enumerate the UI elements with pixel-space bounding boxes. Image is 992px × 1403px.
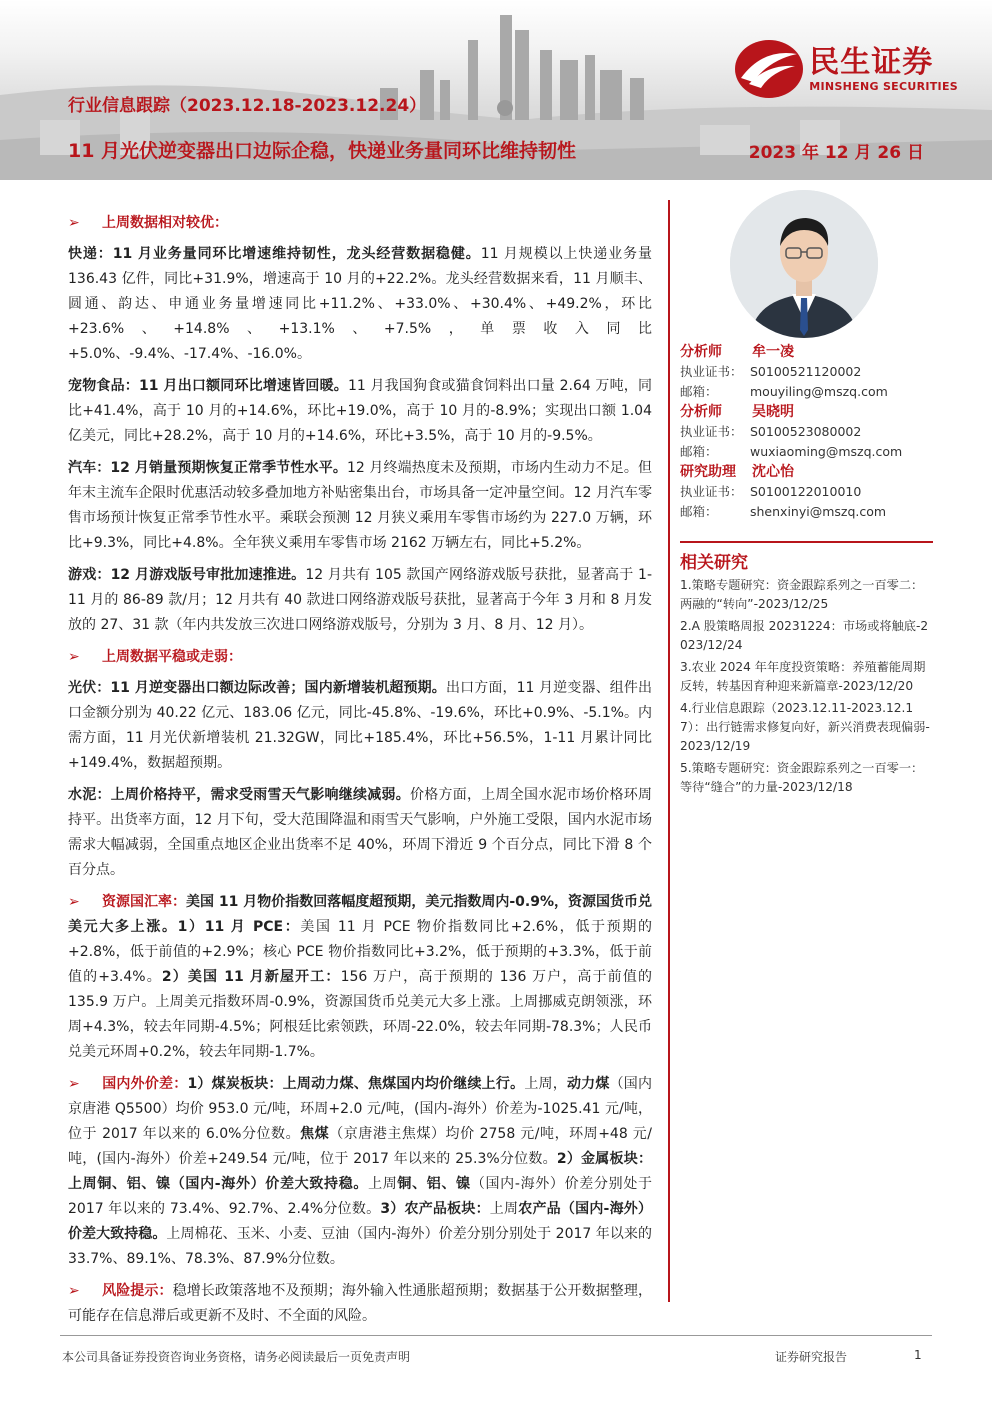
paragraph-auto: 汽车：12 月销量预期恢复正常季节性水平。12 月终端热度未及预期，市场内生动力不足。但年末主流车企限时优惠活动较多叠加地方补贴密集出台，市场具备一定冲量空间。12 月汽车零售市场预计恢复正常季节性水平。乘联会预测 12 月狭义乘用车零售市场约为 227.0 万辆，环比+9.3%，同比+4.8%。全年狭义乘用车零售市场 2162 万辆左右，同比+5.2%。 — [68, 460, 653, 551]
arrow-bullet-icon: ➢ — [68, 894, 80, 910]
column-divider — [668, 200, 670, 1302]
analyst-block-2: 分析师 吴晓明 执业证书： S0100523080002 邮箱： wuxiaoming@mszq.com — [680, 402, 940, 462]
related-research-item[interactable]: 4.行业信息跟踪（2023.12.11-2023.12.17）：出行链需求修复向好，新兴消费表现偏弱-2023/12/19 — [680, 701, 930, 753]
analyst-block-3: 研究助理 沈心怡 执业证书： S0100122010010 邮箱： shenxinyi@mszq.com — [680, 462, 940, 522]
arrow-bullet-icon: ➢ — [68, 215, 80, 231]
paragraph-spread: ➢ 国内外价差：1）煤炭板块：上周动力煤、焦煤国内均价继续上行。上周，动力煤（国内京唐港 Q5500）均价 953.0 元/吨，环周+2.0 元/吨，(国内-海外）价差为-1025.41 元/吨，位于 2017 年以来的 6.0%分位数。焦煤（京唐港主焦煤）均价 2758 元/吨，环周+48 元/吨，(国内-海外）价差+249.54 元/吨，位于 2017 年以来的 25.3%分位数。2）金属板块：上周铜、铝、镍（国内-海外）价差大致持稳。上周铜、铝、镍（国内-海外）价差分别处于 2017 年以来的 73.4%、92.7%、2.4%分位数。3）农产品板块：上周农产品（国内-海外）价差大致持稳。上周棉花、玉米、小麦、豆油（国内-海外）价差分别分别处于 2017 年以来的 33.7%、89.1%、78.3%、87.9%分位数。 — [68, 1072, 652, 1272]
paragraph-pet-food: 宠物食品：11 月出口额同环比增速皆回暖。11 月我国狗食或猫食饲料出口量 2.64 万吨，同比+41.4%，高于 10 月的+14.6%，环比+19.0%，高于 10 月的-8.9%；实现出口额 1.04 亿美元，同比+28.2%，高于 10 月的+14.6%，环比+3.5%，高于 10 月的-9.5%。 — [68, 378, 653, 444]
related-research-list — [680, 576, 930, 800]
analyst-portrait-image — [730, 190, 878, 338]
arrow-bullet-icon: ➢ — [68, 1283, 80, 1299]
analyst-photo — [730, 190, 878, 338]
analyst-role: 分析师 — [680, 344, 722, 360]
paragraph-risk: ➢ 风险提示：稳增长政策落地不及预期；海外输入性通胀超预期；数据基于公开数据整理，可能存在信息滞后或更新不及时、不全面的风险。 — [68, 1279, 652, 1329]
related-research-item[interactable]: 5.策略专题研究：资金跟踪系列之一百零一：等待“缝合”的力量-2023/12/18 — [680, 761, 924, 794]
related-research-item[interactable]: 3.农业 2024 年年度投资策略：养殖蓄能周期反转，转基因育种迎来新篇章-2023/12/20 — [680, 660, 926, 693]
related-divider — [680, 541, 933, 543]
analyst-name: 沈心怡 — [752, 464, 794, 480]
paragraph-game: 游戏：12 月游戏版号审批加速推进。12 月共有 105 款国产网络游戏版号获批，显著高于 1-11 月的 86-89 款/月；12 月共有 40 款进口网络游戏版号获批，显著高于今年 3 月和 8 月发放的 27、31 款（年内共发放三次进口网络游戏版号，分别为 3 月、8 月、12 月）。 — [68, 567, 653, 633]
analyst-email[interactable]: wuxiaoming@mszq.com — [750, 444, 903, 459]
minsheng-logo — [733, 38, 958, 100]
analyst-email[interactable]: shenxinyi@mszq.com — [750, 504, 887, 519]
section-heading-better: ➢ 上周数据相对较优： — [68, 211, 652, 236]
footer-disclaimer: 本公司具备证券投资咨询业务资格，请务必阅读最后一页免责声明 — [62, 1350, 411, 1364]
report-series-label: 行业信息跟踪（2023.12.18-2023.12.24） — [68, 96, 427, 116]
paragraph-pv: 光伏：11 月逆变器出口额边际改善；国内新增装机超预期。出口方面，11 月逆变器、组件出口金额分别为 40.22 亿元、183.06 亿元，同比-45.8%、-19.6%，环比+0.9%、-5.1%。内需方面，11 月光伏新增装机 21.32GW，同比+185.4%，环比+56.5%，1-11 月累计同比+149.4%，数据超预期。 — [68, 680, 653, 771]
paragraph-fx: ➢ 资源国汇率：美国 11 月物价指数回落幅度超预期，美元指数周内-0.9%，资源国货币兑美元大多上涨。1）11 月 PCE：美国 11 月 PCE 物价指数同比+2.6%，低于预期的+2.8%，低于前值的+2.9%；核心 PCE 物价指数同比+3.2%，低于预期的+3.3%，低于前值的+3.4%。2）美国 11 月新屋开工：156 万户，高于预期的 136 万户，高于前值的 135.9 万户。上周美元指数环周-0.9%，资源国货币兑美元大多上涨。上周挪威克朗领涨，环周+4.3%，较去年同期-4.5%；阿根廷比索领跌，环周-22.0%，较去年同期-78.3%；人民币兑美元环周+0.2%，较去年同期-1.7%。 — [68, 890, 652, 1065]
section-heading-weaker: ➢ 上周数据平稳或走弱： — [68, 645, 652, 670]
logo-chinese-name: 民生证券 — [809, 44, 934, 80]
arrow-bullet-icon: ➢ — [68, 1076, 80, 1092]
related-research-item[interactable]: 1.策略专题研究：资金跟踪系列之一百零二：两融的“转向”-2023/12/25 — [680, 578, 924, 611]
page-number: 1 — [914, 1348, 922, 1362]
report-header — [0, 0, 992, 180]
analyst-role: 分析师 — [680, 404, 722, 420]
analyst-cert: S0100523080002 — [750, 424, 862, 439]
logo-english-name: MINSHENG SECURITIES — [809, 79, 958, 93]
related-research-item[interactable]: 2.A 股策略周报 20231224：市场或将触底-2023/12/24 — [680, 619, 929, 652]
report-title: 11 月光伏逆变器出口边际企稳，快递业务量同环比维持韧性 — [68, 140, 577, 162]
minsheng-logo-icon — [733, 38, 805, 100]
footer-divider — [60, 1335, 932, 1336]
main-content — [68, 205, 652, 1336]
analyst-name: 牟一凌 — [752, 344, 794, 360]
related-research-title: 相关研究 — [680, 553, 748, 573]
analyst-role: 研究助理 — [680, 464, 736, 480]
paragraph-cement: 水泥：上周价格持平，需求受雨雪天气影响继续减弱。价格方面，上周全国水泥市场价格环周持平。出货率方面，12 月下旬，受大范围降温和雨雪天气影响，户外施工受限，国内水泥市场需求大幅减弱，全国重点地区企业出货率不足 40%，环周下滑近 9 个百分点，同比下滑 8 个百分点。 — [68, 787, 652, 878]
footer-report-type: 证券研究报告 — [775, 1350, 848, 1364]
paragraph-express: 快递：11 月业务量同环比增速维持韧性，龙头经营数据稳健。11 月规模以上快递业务量 136.43 亿件，同比+31.9%，增速高于 10 月的+22.2%。龙头经营数据来看，11 月顺丰、圆通、韵达、申通业务量增速同比+11.2%、+33.0%、+30.4%、+49.2%，环比+23.6%、+14.8%、+13.1%、+7.5%，单票收入同比+5.0%、-9.4%、-17.4%、-16.0%。 — [68, 246, 653, 362]
arrow-bullet-icon: ➢ — [68, 649, 80, 665]
report-date: 2023 年 12 月 26 日 — [748, 143, 924, 163]
analyst-cert: S0100521120002 — [750, 364, 862, 379]
analyst-block-1: 分析师 牟一凌 执业证书： S0100521120002 邮箱： mouyiling@mszq.com — [680, 342, 940, 402]
analyst-email[interactable]: mouyiling@mszq.com — [750, 384, 888, 399]
analyst-name: 吴晓明 — [752, 404, 794, 420]
analyst-cert: S0100122010010 — [750, 484, 862, 499]
